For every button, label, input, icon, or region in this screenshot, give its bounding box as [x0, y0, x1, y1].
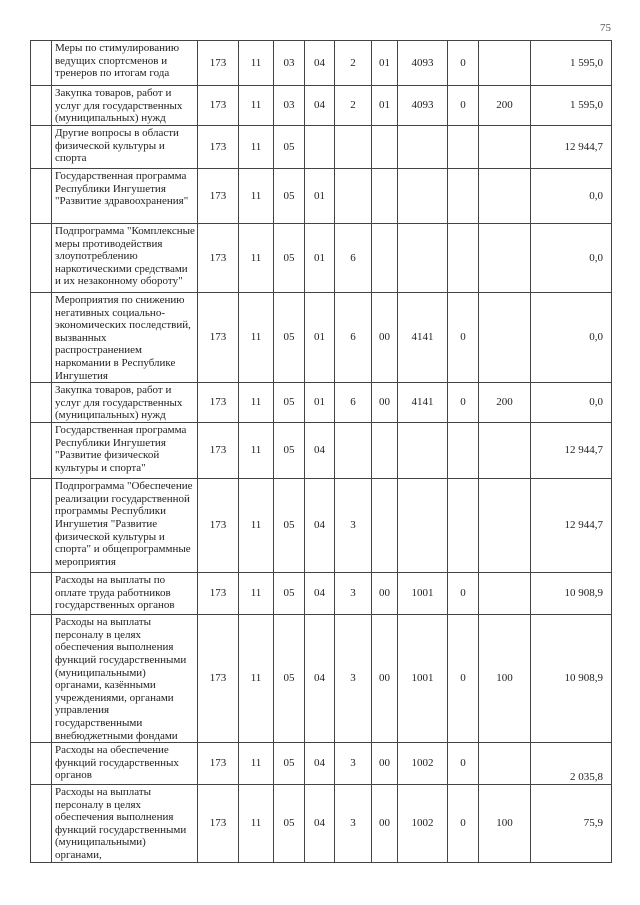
table-row [31, 785, 612, 863]
table-row [31, 224, 612, 293]
section-cell: 11 [239, 86, 274, 126]
article-cell: 1001 [398, 573, 448, 615]
section-cell: 11 [239, 126, 274, 169]
row-name-cell: Меры по стимулированию ведущих спортсменов и тренеров по итогам года [52, 41, 198, 86]
subsection-cell: 05 [274, 423, 305, 479]
row-name-cell: Расходы на выплаты персоналу в целях обеспечения выполнения функций государственными (муниципальными) органами, [52, 785, 198, 863]
row-name-cell: Государственная программа Республики Ингушетия "Развитие здравоохранения" [52, 169, 198, 224]
subsection-cell: 05 [274, 615, 305, 743]
code-cell: 173 [198, 169, 239, 224]
amount-cell: 1 595,0 [531, 41, 612, 86]
row-name-cell: Расходы на выплаты по оплате труда работников государственных органов [52, 573, 198, 615]
subprogram-cell [335, 126, 372, 169]
section-cell: 11 [239, 383, 274, 423]
program-cell: 04 [305, 86, 335, 126]
subsection-cell: 05 [274, 169, 305, 224]
program-cell: 04 [305, 423, 335, 479]
subsection-cell: 05 [274, 224, 305, 293]
amount-cell: 0,0 [531, 293, 612, 383]
amount-cell: 12 944,7 [531, 126, 612, 169]
program-cell: 04 [305, 785, 335, 863]
main-event-cell: 01 [372, 86, 398, 126]
main-event-cell: 00 [372, 293, 398, 383]
expense-type-cell [479, 479, 531, 573]
subsection-cell: 05 [274, 126, 305, 169]
row-name-cell: Мероприятия по снижению негативных социально-экономических последствий, вызванных распространением наркомании в Республике Ингушетия [52, 293, 198, 383]
subprogram-cell: 6 [335, 383, 372, 423]
direction-cell: 0 [448, 743, 479, 785]
table-row [31, 126, 612, 169]
table-row [31, 169, 612, 224]
article-cell [398, 169, 448, 224]
expense-type-cell [479, 169, 531, 224]
row-name-cell: Закупка товаров, работ и услуг для государственных (муниципальных) нужд [52, 383, 198, 423]
subprogram-cell: 3 [335, 573, 372, 615]
code-cell: 173 [198, 743, 239, 785]
program-cell: 04 [305, 743, 335, 785]
subprogram-cell: 3 [335, 743, 372, 785]
subprogram-cell: 2 [335, 41, 372, 86]
section-cell: 11 [239, 423, 274, 479]
subsection-cell: 05 [274, 293, 305, 383]
expense-type-cell [479, 573, 531, 615]
direction-cell [448, 479, 479, 573]
main-event-cell [372, 169, 398, 224]
code-cell: 173 [198, 41, 239, 86]
article-cell: 1002 [398, 743, 448, 785]
row-name-cell: Государственная программа Республики Ингушетия "Развитие физической культуры и спорта" [52, 423, 198, 479]
direction-cell: 0 [448, 573, 479, 615]
subprogram-cell: 3 [335, 785, 372, 863]
amount-cell: 10 908,9 [531, 573, 612, 615]
program-cell: 01 [305, 293, 335, 383]
subprogram-cell: 3 [335, 615, 372, 743]
program-cell: 01 [305, 169, 335, 224]
row-marker-cell [31, 785, 52, 863]
table-row [31, 41, 612, 86]
main-event-cell [372, 479, 398, 573]
code-cell: 173 [198, 224, 239, 293]
direction-cell: 0 [448, 293, 479, 383]
subprogram-cell [335, 169, 372, 224]
direction-cell [448, 423, 479, 479]
program-cell: 04 [305, 615, 335, 743]
expense-type-cell [479, 41, 531, 86]
row-marker-cell [31, 126, 52, 169]
subsection-cell: 03 [274, 86, 305, 126]
amount-cell: 12 944,7 [531, 479, 612, 573]
code-cell: 173 [198, 615, 239, 743]
row-name-cell: Другие вопросы в области физической культуры и спорта [52, 126, 198, 169]
code-cell: 173 [198, 573, 239, 615]
code-cell: 173 [198, 785, 239, 863]
subprogram-cell: 6 [335, 224, 372, 293]
section-cell: 11 [239, 293, 274, 383]
code-cell: 173 [198, 126, 239, 169]
row-marker-cell [31, 169, 52, 224]
article-cell [398, 423, 448, 479]
row-name-cell: Расходы на выплаты персоналу в целях обеспечения выполнения функций государственными (муниципальными) органами, казёнными учреждениями, органами управления государственными внебюджетными фондами [52, 615, 198, 743]
expense-type-cell: 200 [479, 86, 531, 126]
direction-cell [448, 224, 479, 293]
section-cell: 11 [239, 573, 274, 615]
article-cell: 4141 [398, 383, 448, 423]
amount-cell: 12 944,7 [531, 423, 612, 479]
table-row [31, 293, 612, 383]
main-event-cell [372, 224, 398, 293]
amount-cell: 0,0 [531, 224, 612, 293]
article-cell: 4141 [398, 293, 448, 383]
direction-cell: 0 [448, 41, 479, 86]
row-name-cell: Подпрограмма "Обеспечение реализации государственной программы Республики Ингушетия "Развитие физической культуры и спорта" и общепрограммные мероприятия [52, 479, 198, 573]
row-marker-cell [31, 86, 52, 126]
row-marker-cell [31, 479, 52, 573]
table-row [31, 383, 612, 423]
subprogram-cell: 3 [335, 479, 372, 573]
subsection-cell: 05 [274, 743, 305, 785]
table-row [31, 479, 612, 573]
article-cell: 4093 [398, 41, 448, 86]
amount-cell: 2 035,8 [531, 743, 612, 785]
row-name-cell: Расходы на обеспечение функций государственных органов [52, 743, 198, 785]
direction-cell: 0 [448, 785, 479, 863]
expense-type-cell [479, 224, 531, 293]
amount-cell: 0,0 [531, 169, 612, 224]
table-row [31, 743, 612, 785]
expense-type-cell: 100 [479, 615, 531, 743]
row-marker-cell [31, 293, 52, 383]
subsection-cell: 05 [274, 573, 305, 615]
main-event-cell: 00 [372, 743, 398, 785]
subsection-cell: 05 [274, 383, 305, 423]
code-cell: 173 [198, 383, 239, 423]
subsection-cell: 03 [274, 41, 305, 86]
amount-cell: 0,0 [531, 383, 612, 423]
code-cell: 173 [198, 423, 239, 479]
table-row [31, 423, 612, 479]
expense-type-cell [479, 126, 531, 169]
direction-cell: 0 [448, 615, 479, 743]
amount-cell: 75,9 [531, 785, 612, 863]
section-cell: 11 [239, 615, 274, 743]
main-event-cell: 00 [372, 383, 398, 423]
table-row [31, 573, 612, 615]
section-cell: 11 [239, 743, 274, 785]
article-cell: 1002 [398, 785, 448, 863]
main-event-cell: 00 [372, 785, 398, 863]
main-event-cell: 01 [372, 41, 398, 86]
expense-type-cell [479, 423, 531, 479]
direction-cell [448, 169, 479, 224]
section-cell: 11 [239, 41, 274, 86]
table-row [31, 615, 612, 743]
article-cell: 4093 [398, 86, 448, 126]
program-cell: 04 [305, 41, 335, 86]
row-marker-cell [31, 224, 52, 293]
section-cell: 11 [239, 785, 274, 863]
main-event-cell [372, 126, 398, 169]
row-marker-cell [31, 743, 52, 785]
code-cell: 173 [198, 479, 239, 573]
section-cell: 11 [239, 479, 274, 573]
subprogram-cell: 2 [335, 86, 372, 126]
row-name-cell: Закупка товаров, работ и услуг для государственных (муниципальных) нужд [52, 86, 198, 126]
expense-type-cell: 100 [479, 785, 531, 863]
expense-type-cell: 200 [479, 383, 531, 423]
expense-type-cell [479, 293, 531, 383]
article-cell [398, 126, 448, 169]
row-marker-cell [31, 41, 52, 86]
program-cell [305, 126, 335, 169]
code-cell: 173 [198, 86, 239, 126]
article-cell [398, 479, 448, 573]
budget-table [30, 40, 612, 863]
article-cell: 1001 [398, 615, 448, 743]
amount-cell: 1 595,0 [531, 86, 612, 126]
subsection-cell: 05 [274, 785, 305, 863]
section-cell: 11 [239, 224, 274, 293]
subprogram-cell: 6 [335, 293, 372, 383]
amount-cell: 10 908,9 [531, 615, 612, 743]
page-number: 75 [600, 22, 611, 34]
table-row [31, 86, 612, 126]
row-marker-cell [31, 615, 52, 743]
main-event-cell: 00 [372, 615, 398, 743]
subprogram-cell [335, 423, 372, 479]
direction-cell: 0 [448, 86, 479, 126]
program-cell: 04 [305, 479, 335, 573]
program-cell: 01 [305, 383, 335, 423]
row-marker-cell [31, 383, 52, 423]
program-cell: 01 [305, 224, 335, 293]
main-event-cell: 00 [372, 573, 398, 615]
main-event-cell [372, 423, 398, 479]
direction-cell: 0 [448, 383, 479, 423]
section-cell: 11 [239, 169, 274, 224]
article-cell [398, 224, 448, 293]
row-name-cell: Подпрограмма "Комплексные меры противодействия злоупотреблению наркотическими средствами и их незаконному обороту" [52, 224, 198, 293]
subsection-cell: 05 [274, 479, 305, 573]
expense-type-cell [479, 743, 531, 785]
row-marker-cell [31, 573, 52, 615]
code-cell: 173 [198, 293, 239, 383]
row-marker-cell [31, 423, 52, 479]
direction-cell [448, 126, 479, 169]
program-cell: 04 [305, 573, 335, 615]
